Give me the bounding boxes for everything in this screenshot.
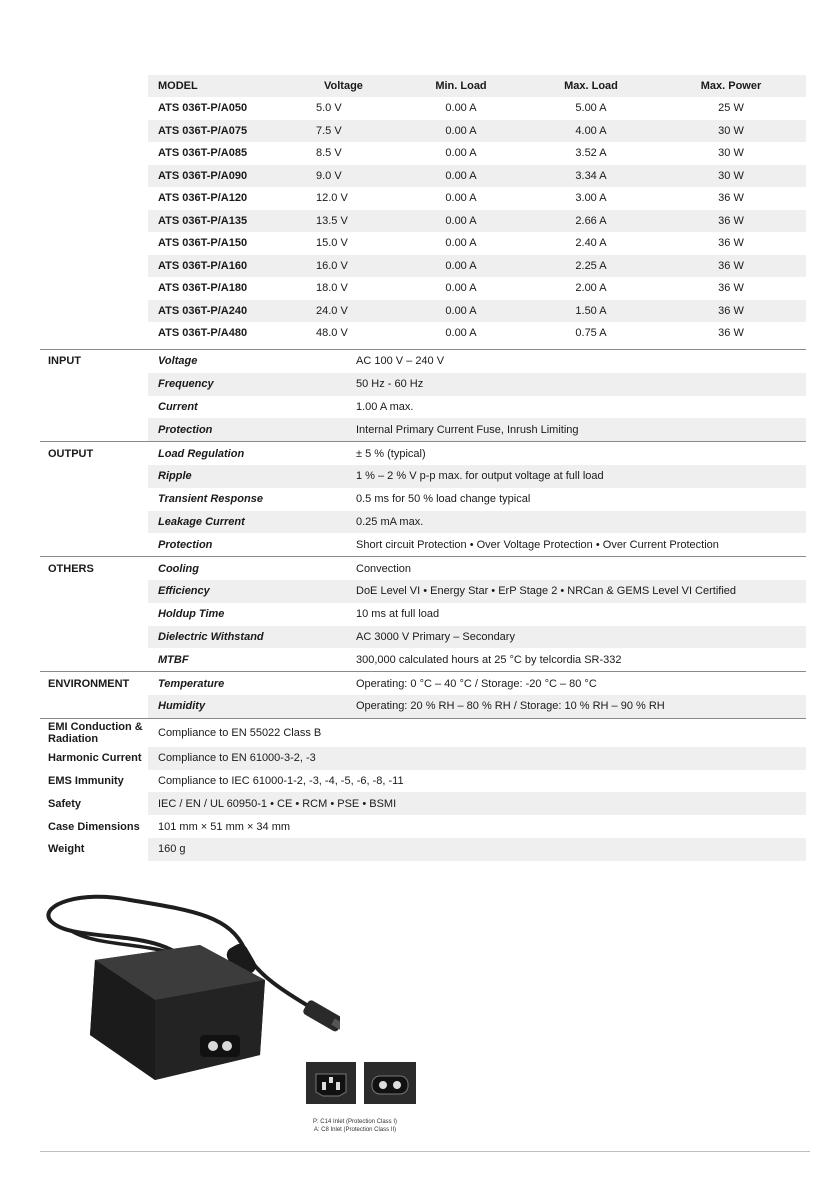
spec-value: 300,000 calculated hours at 25 °C by telcordia SR-332 [356,653,622,666]
misc-value: 101 mm × 51 mm × 34 mm [158,820,291,833]
voltage-cell: 5.0 V [316,102,342,115]
spec-name: Protection [148,418,356,441]
misc-row [40,719,806,747]
max-power-cell: 30 W [718,169,744,182]
header-max-power: Max. Power [700,80,762,92]
min-load-cell: 0.00 A [445,282,477,295]
min-load-cell: 0.00 A [445,327,477,340]
spec-row [40,626,806,649]
c8-inlet-icon [364,1062,416,1104]
misc-value: IEC / EN / UL 60950-1 • CE • RCM • PSE • BSMI [148,792,806,815]
spec-name: Load Regulation [158,447,245,460]
voltage-cell: 24.0 V [316,304,348,317]
spec-name: Frequency [148,373,356,396]
misc-value: Compliance to EN 55022 Class B [158,726,322,739]
spec-row [40,533,806,556]
section-label: OTHERS [48,562,94,575]
misc-value: Compliance to EN 61000-3-2, -3 [148,747,806,770]
misc-label: EMI Conduction & Radiation [48,720,143,745]
spec-name: Dielectric Withstand [148,626,356,649]
spec-value: Short circuit Protection • Over Voltage Protection • Over Current Protection [356,538,719,551]
model-cell: ATS 036T-P/A120 [158,192,248,205]
spec-section-input [40,349,806,441]
spec-section-environment [40,671,806,718]
header-max-load: Max. Load [564,80,618,92]
voltage-cell: 9.0 V [316,169,342,182]
max-load-cell: 3.00 A [575,192,607,205]
spec-row [40,580,806,603]
model-cell: ATS 036T-P/A075 [158,124,248,137]
misc-label: Harmonic Current [48,752,142,765]
spec-row [40,373,806,396]
sections-container [40,349,806,718]
table-row [148,165,806,188]
model-rows [148,97,806,345]
power-adapter-image [40,885,340,1095]
spec-value: Operating: 0 °C – 40 °C / Storage: -20 °C – 80 °C [356,677,597,690]
inlet-caption [290,1118,420,1134]
model-cell: ATS 036T-P/A240 [158,304,248,317]
table-row [148,97,806,120]
spec-value: DoE Level VI • Energy Star • ErP Stage 2 • NRCan & GEMS Level VI Certified [356,580,806,603]
table-row [148,255,806,278]
spec-name: Ripple [148,465,356,488]
spec-name: Humidity [148,695,356,718]
section-label: INPUT [48,355,81,368]
table-row [148,277,806,300]
spec-name: Efficiency [148,580,356,603]
model-cell: ATS 036T-P/A085 [158,147,248,160]
spec-row [40,672,806,695]
voltage-cell: 16.0 V [316,259,348,272]
min-load-cell: 0.00 A [445,237,477,250]
spec-section-output [40,441,806,556]
max-power-cell: 30 W [718,147,744,160]
max-power-cell: 36 W [718,259,744,272]
min-load-cell: 0.00 A [445,147,477,160]
spec-name: MTBF [158,653,189,666]
caption-line-1: P: C14 Inlet (Protection Class I) [312,1119,398,1125]
spec-value: 0.25 mA max. [356,511,806,534]
spec-row [40,648,806,671]
spec-value: AC 100 V – 240 V [356,355,445,368]
spec-value: Internal Primary Current Fuse, Inrush Limiting [356,418,806,441]
max-power-cell: 36 W [718,304,744,317]
min-load-cell: 0.00 A [445,102,477,115]
max-power-cell: 36 W [718,282,744,295]
max-power-cell: 25 W [718,102,744,115]
max-load-cell: 2.66 A [575,214,607,227]
misc-value: Compliance to IEC 61000-1-2, -3, -4, -5, -6, -8, -11 [158,774,404,787]
max-power-cell: 36 W [718,192,744,205]
spec-row [40,442,806,465]
spec-name: Voltage [158,355,198,368]
min-load-cell: 0.00 A [445,192,477,205]
spec-name: Protection [158,538,213,551]
table-row [148,187,806,210]
model-cell: ATS 036T-P/A180 [158,282,248,295]
misc-label: Safety [48,797,82,810]
max-power-cell: 36 W [718,327,744,340]
footer-rule [40,1151,810,1152]
max-load-cell: 3.52 A [575,147,607,160]
max-load-cell: 0.75 A [575,327,607,340]
model-cell: ATS 036T-P/A135 [158,214,248,227]
max-power-cell: 36 W [718,214,744,227]
max-load-cell: 1.50 A [575,304,607,317]
table-row [148,210,806,233]
inlet-options-image [306,1062,416,1104]
header-model: MODEL [158,80,198,92]
spec-row [40,396,806,419]
misc-row [40,838,806,861]
header-voltage: Voltage [324,80,363,92]
spec-name: Holdup Time [158,608,225,621]
misc-specs [40,718,806,861]
max-load-cell: 2.25 A [575,259,607,272]
c14-inlet-icon [306,1062,356,1104]
spec-name: Current [158,400,198,413]
caption-line-2: A: C8 Inlet (Protection Class II) [313,1127,397,1133]
spec-name: Transient Response [158,493,263,506]
table-row [148,322,806,345]
max-load-cell: 2.00 A [575,282,607,295]
spec-value: Operating: 20 % RH – 80 % RH / Storage: 10 % RH – 90 % RH [356,695,806,718]
spec-sections [40,349,806,861]
model-cell: ATS 036T-P/A150 [158,237,248,250]
spec-value: ± 5 % (typical) [356,447,426,460]
spec-row [40,418,806,441]
misc-row [40,792,806,815]
voltage-cell: 18.0 V [316,282,348,295]
voltage-cell: 12.0 V [316,192,348,205]
spec-section-others [40,556,806,671]
max-power-cell: 36 W [718,237,744,250]
misc-row [40,770,806,793]
model-cell: ATS 036T-P/A160 [158,259,248,272]
misc-label: EMS Immunity [48,774,124,787]
voltage-cell: 13.5 V [316,214,348,227]
max-load-cell: 2.40 A [575,237,607,250]
voltage-cell: 48.0 V [316,327,348,340]
misc-label: Case Dimensions [48,820,140,833]
min-load-cell: 0.00 A [445,169,477,182]
table-row [148,120,806,143]
misc-row [40,815,806,838]
table-row [148,232,806,255]
spec-row [40,603,806,626]
misc-value: 160 g [148,838,806,861]
spec-name: Temperature [158,677,225,690]
header-min-load: Min. Load [435,80,487,92]
misc-row [40,747,806,770]
spec-row [40,465,806,488]
section-label: OUTPUT [48,447,94,460]
model-cell: ATS 036T-P/A480 [158,327,248,340]
spec-value: AC 3000 V Primary – Secondary [356,626,806,649]
model-table-header [148,75,806,97]
model-cell: ATS 036T-P/A050 [158,102,248,115]
model-table [148,75,806,345]
spec-row [40,488,806,511]
spec-value: 50 Hz - 60 Hz [356,373,806,396]
spec-row [40,511,806,534]
min-load-cell: 0.00 A [445,259,477,272]
min-load-cell: 0.00 A [445,124,477,137]
section-label: ENVIRONMENT [48,677,130,690]
voltage-cell: 8.5 V [316,147,342,160]
table-row [148,300,806,323]
spec-row [40,350,806,373]
table-row [148,142,806,165]
spec-name: Cooling [158,562,199,575]
max-load-cell: 3.34 A [575,169,607,182]
voltage-cell: 15.0 V [316,237,348,250]
model-cell: ATS 036T-P/A090 [158,169,248,182]
min-load-cell: 0.00 A [445,304,477,317]
spec-value: Convection [356,562,412,575]
spec-value: 1 % – 2 % V p-p max. for output voltage at full load [356,465,806,488]
max-load-cell: 5.00 A [575,102,607,115]
max-load-cell: 4.00 A [575,124,607,137]
spec-value: 10 ms at full load [356,608,440,621]
misc-label: Weight [48,843,85,856]
spec-value: 0.5 ms for 50 % load change typical [356,493,531,506]
spec-value: 1.00 A max. [356,400,414,413]
spec-name: Leakage Current [148,511,356,534]
max-power-cell: 30 W [718,124,744,137]
min-load-cell: 0.00 A [445,214,477,227]
voltage-cell: 7.5 V [316,124,342,137]
spec-row [40,695,806,718]
spec-row [40,557,806,580]
